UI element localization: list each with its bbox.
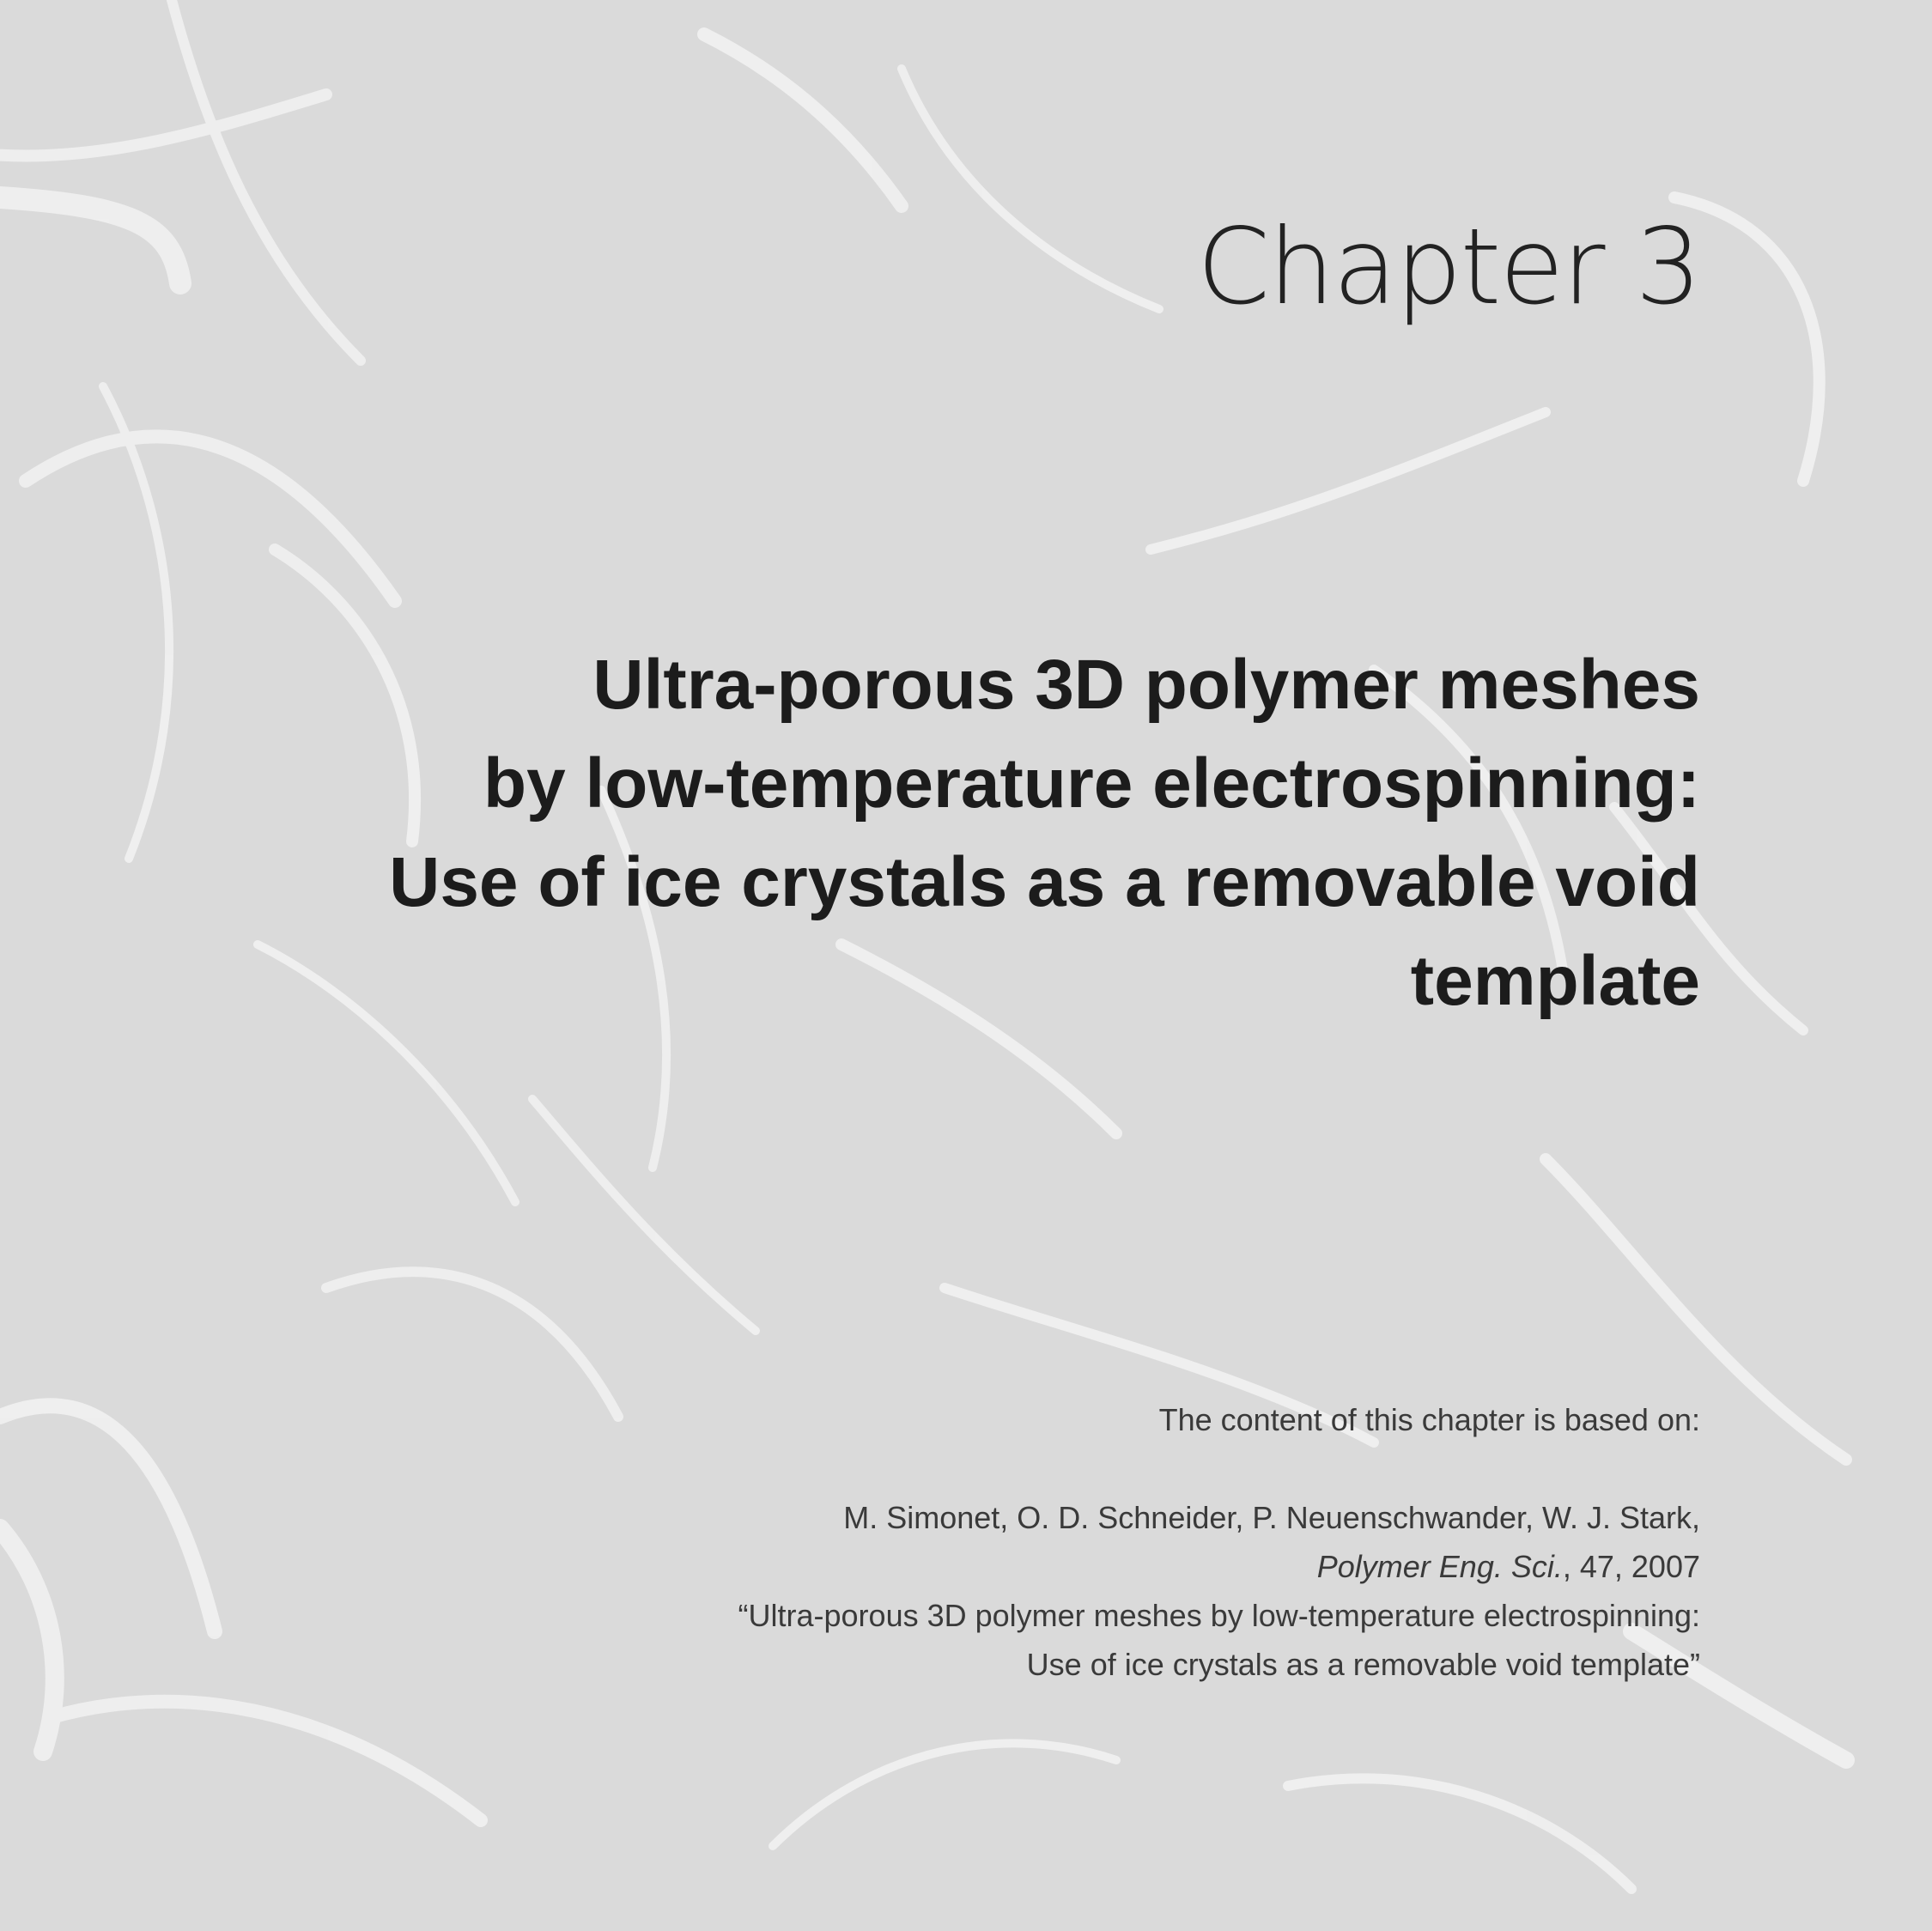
source-citation (584, 1395, 1700, 1689)
chapter-title-line: template (1410, 942, 1700, 1020)
citation-journal: Polymer Eng. Sci. (1316, 1549, 1563, 1584)
citation-title-line: “Ultra-porous 3D polymer meshes by low-temperature electrospinning: (738, 1598, 1700, 1633)
chapter-title-line: Ultra-porous 3D polymer meshes (592, 646, 1700, 724)
citation-title-line: Use of ice crystals as a removable void template” (1026, 1647, 1700, 1682)
citation-volume-year: , 47, 2007 (1562, 1549, 1700, 1584)
citation-journal-line (584, 1542, 1700, 1591)
spacer (584, 1444, 1700, 1493)
chapter-title (240, 635, 1700, 1030)
chapter-title-line: Use of ice crystals as a removable void (389, 843, 1700, 921)
chapter-title-line: by low-temperature electrospinning: (483, 744, 1700, 823)
citation-authors: M. Simonet, O. D. Schneider, P. Neuenschwander, W. J. Stark, (843, 1500, 1700, 1535)
chapter-number-heading: Chapter 3 (1196, 206, 1700, 328)
source-intro: The content of this chapter is based on: (1158, 1402, 1700, 1437)
